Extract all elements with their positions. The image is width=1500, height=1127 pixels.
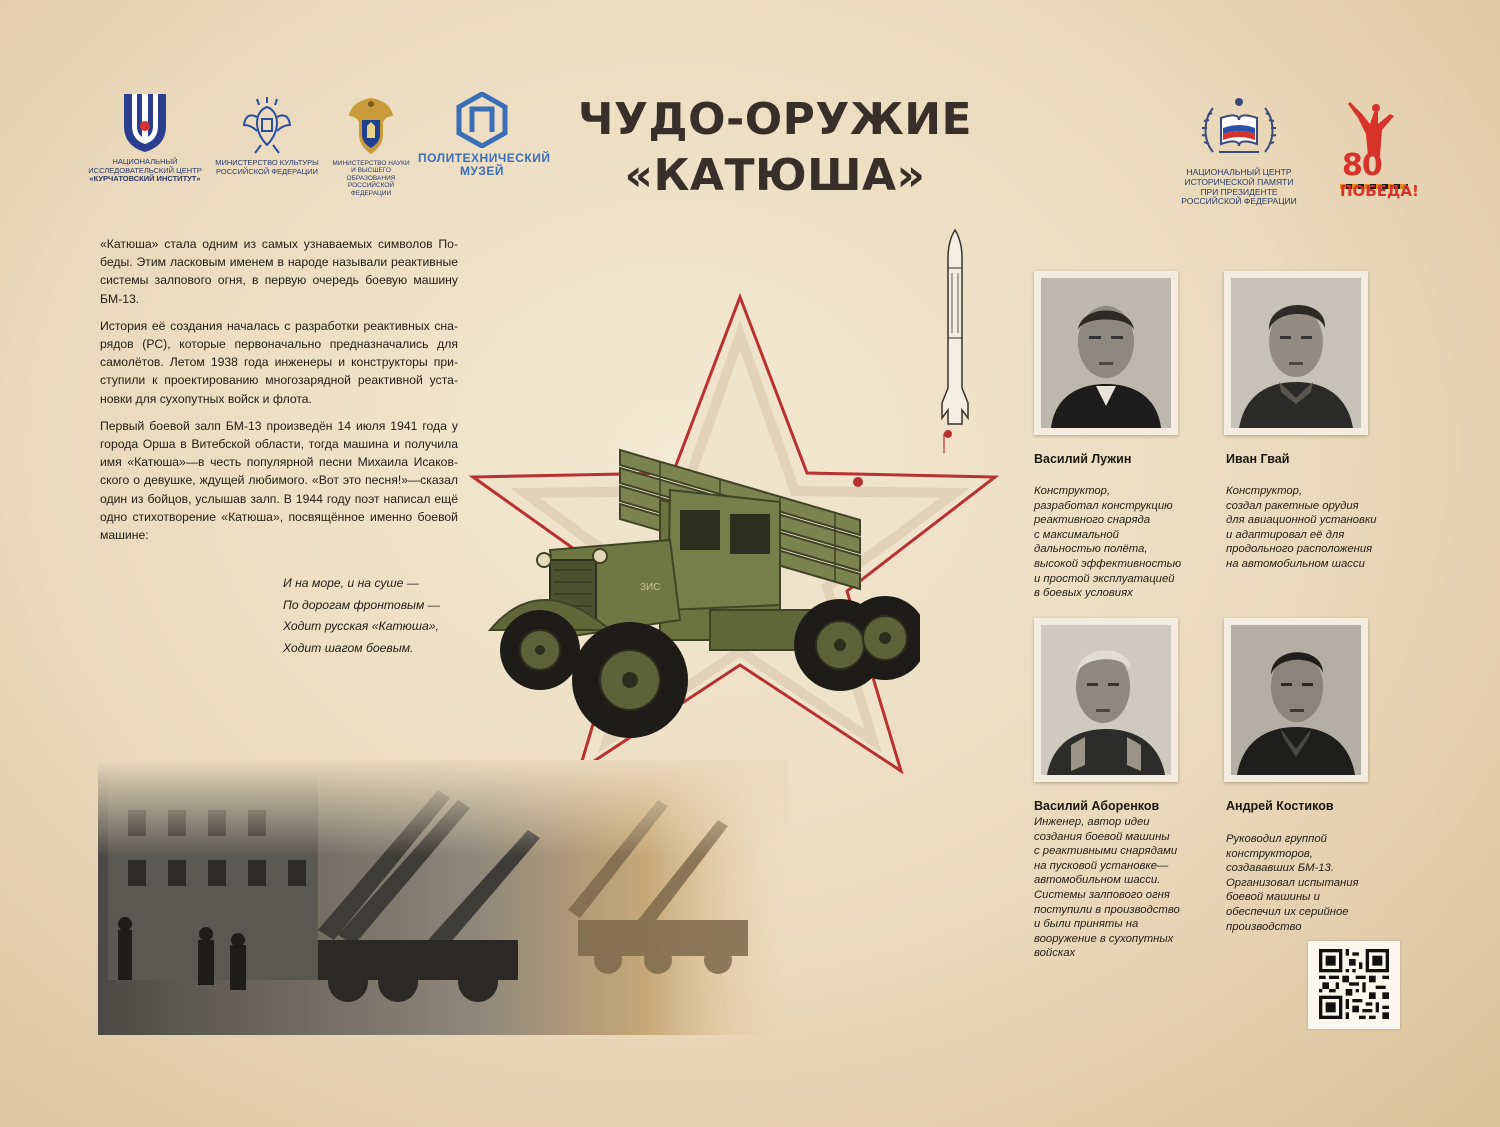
person-name-luzhin: Василий Лужин bbox=[1034, 452, 1132, 466]
portrait-kostikov-image bbox=[1231, 625, 1361, 775]
intro-paragraph-3: Первый боевой залп БМ-13 произведён 14 июля 1941 года у города Орша в Витебской области, тогда машина и получила имя «Катюша»—в честь популярной песни Михаила Исаковского о девушке, ждущей любимого. «Вот это песня!»—сказал один из бойцов, услышав залп. В 1944 году поэт написал ещё одно стихотворение «Катюша», посвящённое именно боевой машине: bbox=[100, 418, 458, 543]
wreath-book-icon bbox=[1199, 94, 1279, 164]
person-desc-kostikov bbox=[1226, 832, 1359, 934]
desc-line: поступили в производство bbox=[1034, 903, 1180, 916]
polytech-caption-2: МУЗЕЙ bbox=[459, 163, 505, 178]
truck-plate-text: ЗИС bbox=[640, 582, 661, 593]
victory-word: ПОБЕДА! bbox=[1340, 182, 1419, 200]
desc-line: вооружение в сухопутных bbox=[1034, 932, 1174, 945]
logo-memory-center bbox=[1176, 94, 1302, 207]
desc-line: и простой эксплуатацией bbox=[1034, 572, 1175, 585]
poem-line-3: Ходит русская «Катюша», bbox=[283, 619, 439, 633]
kurchatov-caption-2: ИССЛЕДОВАТЕЛЬСКИЙ ЦЕНТР bbox=[88, 165, 202, 175]
desc-line: Инженер, автор идеи bbox=[1034, 816, 1150, 828]
minscience-caption-1: МИНИСТЕРСТВО НАУКИ bbox=[332, 160, 410, 167]
memory-caption-2: ИСТОРИЧЕСКОЙ ПАМЯТИ bbox=[1184, 176, 1294, 187]
polytech-caption-1: ПОЛИТЕХНИЧЕСКИЙ bbox=[418, 151, 551, 165]
person-desc-aborenkov bbox=[1034, 815, 1180, 961]
poem-line-4: Ходит шагом боевым. bbox=[283, 640, 414, 655]
minscience-caption-3: РОССИЙСКОЙ ФЕДЕРАЦИИ bbox=[347, 182, 395, 197]
katyusha-truck-illustration bbox=[480, 410, 920, 750]
logo-victory-80 bbox=[1338, 98, 1419, 206]
poem-quote bbox=[283, 573, 483, 659]
desc-line: создававших БМ-13. bbox=[1226, 862, 1334, 875]
kurchatov-caption-1: НАЦИОНАЛЬНЫЙ bbox=[112, 157, 178, 166]
desc-line: на пусковой установке— bbox=[1034, 859, 1169, 872]
rocket-shell-illustration bbox=[930, 228, 980, 478]
page-title bbox=[560, 92, 990, 204]
desc-line: Конструктор, bbox=[1226, 485, 1303, 497]
desc-line: Руководил группой bbox=[1226, 833, 1327, 845]
desc-line: и были приняты на bbox=[1034, 918, 1139, 931]
desc-line: продольного расположения bbox=[1226, 543, 1373, 556]
portrait-aborenkov bbox=[1034, 618, 1178, 782]
portrait-luzhin bbox=[1034, 271, 1178, 435]
person-desc-luzhin bbox=[1034, 484, 1181, 601]
desc-line: конструкторов, bbox=[1226, 847, 1313, 860]
logo-polytech bbox=[418, 92, 551, 178]
desc-line: создания боевой машины bbox=[1034, 830, 1170, 843]
desc-line: боевой машины и bbox=[1226, 891, 1320, 904]
memory-caption-1: НАЦИОНАЛЬНЫЙ ЦЕНТР bbox=[1186, 167, 1292, 177]
historical-battle-photo bbox=[98, 760, 788, 1035]
intro-paragraph-1: «Катюша» стала одним из самых узнаваемых символов Победы. Этим ласковым именем в народе называли реактивные системы залпового огня, в первую очередь боевую машину БМ-13. bbox=[100, 237, 458, 306]
desc-line: автомобильном шасси. bbox=[1034, 874, 1161, 887]
kurchatov-caption-3: «КУРЧАТОВСКИЙ ИНСТИТУТ» bbox=[89, 174, 201, 184]
desc-line: обеспечил их серийное bbox=[1226, 905, 1349, 918]
polytech-p-icon bbox=[456, 92, 508, 148]
logo-minscience bbox=[330, 94, 412, 197]
person-name-aborenkov: Василий Аборенков bbox=[1034, 799, 1160, 813]
desc-line: с реактивными снарядами bbox=[1034, 845, 1178, 858]
portrait-luzhin-image bbox=[1041, 278, 1171, 428]
intro-paragraph-2: История её создания началась с разработки реактивных снарядов (РС), которые первоначально предназначались для самолётов. Летом 1938 года инженеры и конструкторы приступили к проектированию многозарядной реактивной установки для сухопутных войск и флота. bbox=[100, 318, 458, 406]
desc-line: и адаптировал её для bbox=[1226, 528, 1345, 541]
poem-line-2: По дорогам фронтовым — bbox=[283, 597, 440, 612]
desc-line: производство bbox=[1226, 920, 1302, 933]
minculture-caption-1: МИНИСТЕРСТВО КУЛЬТУРЫ bbox=[215, 158, 319, 167]
desc-line: дальностью полёта, bbox=[1034, 543, 1148, 556]
victory-number: 80 bbox=[1342, 148, 1382, 183]
logo-kurchatov bbox=[86, 92, 204, 184]
desc-line: Системы залпового огня bbox=[1034, 888, 1170, 901]
intro-text bbox=[100, 235, 458, 553]
memory-caption-4: РОССИЙСКОЙ ФЕДЕРАЦИИ bbox=[1181, 196, 1297, 207]
minculture-caption-2: РОССИЙСКОЙ ФЕДЕРАЦИИ bbox=[216, 166, 318, 176]
desc-line: войсках bbox=[1034, 947, 1076, 960]
minscience-caption-2: И ВЫСШЕГО ОБРАЗОВАНИЯ bbox=[346, 167, 396, 182]
desc-line: Конструктор, bbox=[1034, 485, 1111, 497]
portrait-gvai-image bbox=[1231, 278, 1361, 428]
memory-caption-3: ПРИ ПРЕЗИДЕНТЕ bbox=[1200, 186, 1278, 197]
kurchatov-emblem-icon bbox=[120, 92, 170, 154]
page-title-line1: ЧУДО-ОРУЖИЕ bbox=[577, 94, 973, 145]
portrait-gvai bbox=[1224, 271, 1368, 435]
poem-line-1: И на море, и на суше — bbox=[283, 576, 419, 590]
desc-line: высокой эффективностью bbox=[1034, 557, 1182, 570]
person-name-gvai: Иван Гвай bbox=[1226, 452, 1290, 466]
person-name-kostikov: Андрей Костиков bbox=[1226, 799, 1334, 813]
desc-line: создал ракетные орудия bbox=[1226, 499, 1359, 512]
desc-line: с максимальной bbox=[1034, 528, 1119, 541]
portrait-aborenkov-image bbox=[1041, 625, 1171, 775]
double-headed-eagle-icon bbox=[241, 95, 293, 155]
desc-line: реактивного снаряда bbox=[1034, 514, 1151, 527]
desc-line: в боевых условиях bbox=[1034, 587, 1133, 600]
desc-line: разработал конструкцию bbox=[1034, 499, 1173, 512]
desc-line: на автомобильном шасси bbox=[1226, 557, 1365, 570]
qr-code-icon bbox=[1319, 949, 1389, 1019]
person-desc-gvai bbox=[1226, 484, 1377, 572]
desc-line: для авиационной установки bbox=[1226, 514, 1377, 527]
logo-minculture bbox=[212, 95, 322, 176]
gold-eagle-shield-icon bbox=[345, 94, 397, 156]
qr-code[interactable] bbox=[1308, 941, 1400, 1029]
portrait-kostikov bbox=[1224, 618, 1368, 782]
desc-line: Организовал испытания bbox=[1226, 876, 1359, 889]
page-title-line2: «КАТЮША» bbox=[624, 150, 926, 201]
